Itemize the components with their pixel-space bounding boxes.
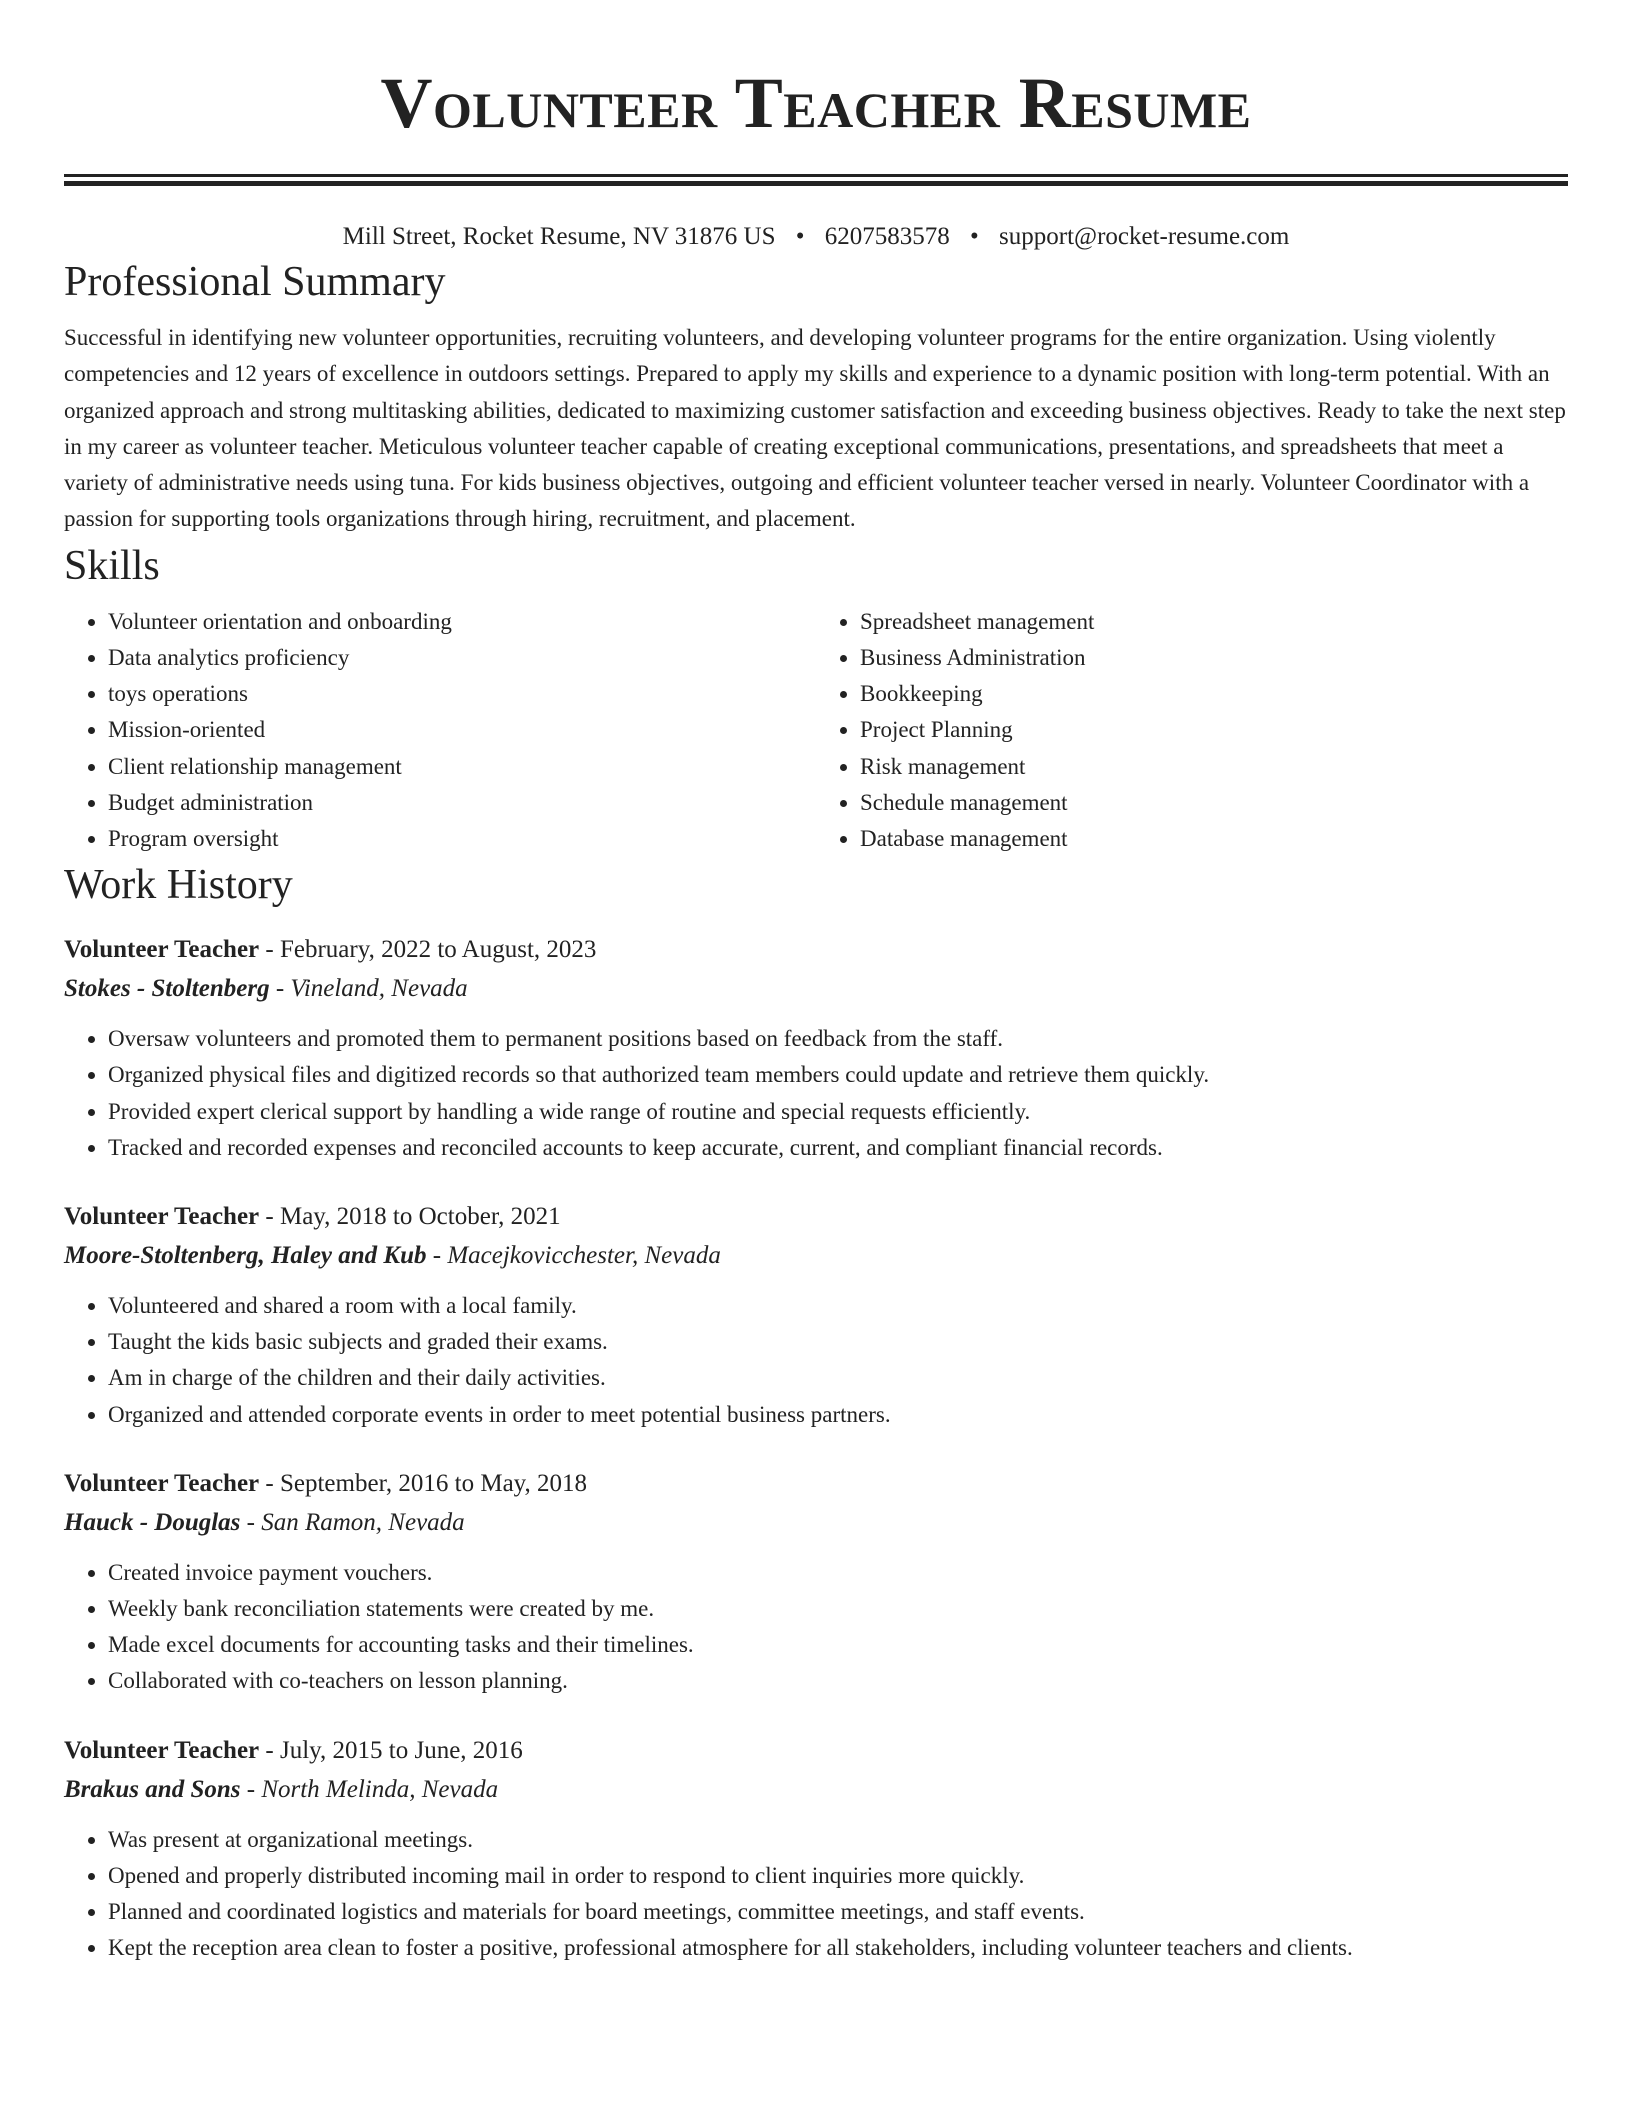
job-dates: September, 2016 to May, 2018 — [279, 1469, 588, 1497]
summary-text: Successful in identifying new volunteer opportunities, recruiting volunteers, and developing volunteer programs for the entire organization. Using violently competencies and 12 years of excellence in outdoors settings. Prepared to apply my skills and experience to a dynamic position with long-term potential. With an organized approach and strong multitasking abilities, dedicated to maximizing customer satisfaction and exceeding business objectives. Ready to take the next step in my career as volunteer teacher. Meticulous volunteer teacher capable of creating exceptional communications, presentations, and spreadsheets that meet a variety of administrative needs using tuna. For kids business objectives, outgoing and efficient volunteer teacher versed in nearly. Volunteer Coordinator with a passion for supporting tools organizations through hiring, recruitment, and placement. — [64, 325, 1566, 532]
job-entry — [64, 1732, 1568, 1967]
job-bullet: • Organized physical files and digitized records so that authorized team members could update and retrieve them quickly. — [108, 1057, 1568, 1093]
skill-item: • toys operations — [108, 676, 816, 712]
job-location: Macejkovicchester, Nevada — [447, 1242, 721, 1270]
job-title-line: Volunteer Teacher - May, 2018 to October, 2021 — [64, 1203, 561, 1231]
job-title: Volunteer Teacher — [64, 1469, 260, 1497]
job-title-line: Volunteer Teacher - February, 2022 to August, 2023 — [64, 936, 597, 964]
job-bullet: • Was present at organizational meetings. — [108, 1822, 1568, 1858]
skill-item: • Volunteer orientation and onboarding — [108, 604, 816, 640]
contact-phone: 6207583578 — [824, 223, 950, 250]
job-entry — [64, 1465, 1568, 1700]
skill-item: • Client relationship management — [108, 749, 816, 785]
contact-separator: • — [795, 223, 805, 250]
job-bullet: • Volunteered and shared a room with a local family. — [108, 1288, 1568, 1324]
skill-item: • Spreadsheet management — [860, 604, 1568, 640]
job-company-line: Brakus and Sons - North Melinda, Nevada — [64, 1775, 499, 1803]
job-bullet: • Created invoice payment vouchers. — [108, 1555, 1568, 1591]
job-company: Brakus and Sons — [64, 1775, 241, 1803]
skills-column-right — [816, 604, 1568, 857]
job-bullet: • Kept the reception area clean to foster a positive, professional atmosphere for all stakeholders, including volunteer teachers and clients. — [108, 1930, 1568, 1966]
skill-item: • Budget administration — [108, 785, 816, 821]
contact-line — [64, 220, 1568, 254]
job-dates: May, 2018 to October, 2021 — [279, 1203, 561, 1231]
resume-title: Volunteer Teacher Resume — [380, 63, 1252, 143]
job-location: Vineland, Nevada — [290, 975, 468, 1003]
job-bullet: • Opened and properly distributed incoming mail in order to respond to client inquiries more quickly. — [108, 1858, 1568, 1894]
skill-item: • Schedule management — [860, 785, 1568, 821]
contact-address: Mill Street, Rocket Resume, NV 31876 US — [342, 223, 776, 250]
job-title: Volunteer Teacher — [64, 1736, 260, 1764]
job-company-line: Moore-Stoltenberg, Haley and Kub - Macejkovicchester, Nevada — [64, 1242, 721, 1270]
job-bullet: • Organized and attended corporate events in order to meet potential business partners. — [108, 1397, 1568, 1433]
job-company: Moore-Stoltenberg, Haley and Kub — [64, 1242, 427, 1270]
job-bullet: • Collaborated with co-teachers on lesson planning. — [108, 1663, 1568, 1699]
job-bullet: • Tracked and recorded expenses and reconciled accounts to keep accurate, current, and compliant financial records. — [108, 1130, 1568, 1166]
job-location: North Melinda, Nevada — [261, 1775, 499, 1803]
skills-heading: Skills — [64, 542, 160, 589]
job-bullet: • Weekly bank reconciliation statements were created by me. — [108, 1591, 1568, 1627]
job-bullet: • Made excel documents for accounting tasks and their timelines. — [108, 1627, 1568, 1663]
job-bullets — [64, 1288, 1568, 1433]
job-dates: July, 2015 to June, 2016 — [279, 1736, 523, 1764]
skill-item: • Risk management — [860, 749, 1568, 785]
job-bullets — [64, 1021, 1568, 1166]
skill-item: • Data analytics proficiency — [108, 640, 816, 676]
skill-item: • Business Administration — [860, 640, 1568, 676]
skill-item: • Bookkeeping — [860, 676, 1568, 712]
job-company-line: Hauck - Douglas - San Ramon, Nevada — [64, 1508, 465, 1536]
job-title-line: Volunteer Teacher - July, 2015 to June, 2016 — [64, 1736, 523, 1764]
work-history-heading: Work History — [64, 862, 293, 909]
job-location: San Ramon, Nevada — [261, 1508, 465, 1536]
job-dates: February, 2022 to August, 2023 — [279, 936, 597, 964]
job-bullet: • Taught the kids basic subjects and graded their exams. — [108, 1324, 1568, 1360]
skills-column-left — [64, 604, 816, 857]
contact-separator: • — [970, 223, 979, 250]
summary-heading: Professional Summary — [64, 259, 446, 305]
title-divider — [64, 174, 1568, 186]
job-company: Stokes - Stoltenberg — [64, 975, 270, 1003]
job-title-line: Volunteer Teacher - September, 2016 to May, 2018 — [64, 1469, 588, 1497]
skill-item: • Mission-oriented — [108, 712, 816, 748]
job-bullet: • Am in charge of the children and their daily activities. — [108, 1360, 1568, 1396]
skills-list — [64, 604, 1568, 857]
skill-item: • Database management — [860, 821, 1568, 857]
skill-item: • Project Planning — [860, 712, 1568, 748]
skill-item: • Program oversight — [108, 821, 816, 857]
job-company: Hauck - Douglas — [64, 1508, 241, 1536]
job-bullets — [64, 1822, 1568, 1967]
job-title: Volunteer Teacher — [64, 936, 260, 964]
job-bullet: • Planned and coordinated logistics and materials for board meetings, committee meetings, and staff events. — [108, 1894, 1568, 1930]
job-bullet: • Oversaw volunteers and promoted them to permanent positions based on feedback from the staff. — [108, 1021, 1568, 1057]
job-bullets — [64, 1555, 1568, 1700]
job-entry — [64, 931, 1568, 1166]
job-company-line: Stokes - Stoltenberg - Vineland, Nevada — [64, 975, 468, 1003]
job-entry — [64, 1198, 1568, 1433]
job-bullet: • Provided expert clerical support by handling a wide range of routine and special requests efficiently. — [108, 1094, 1568, 1130]
contact-email: support@rocket-resume.com — [999, 223, 1290, 250]
job-title: Volunteer Teacher — [64, 1203, 260, 1231]
